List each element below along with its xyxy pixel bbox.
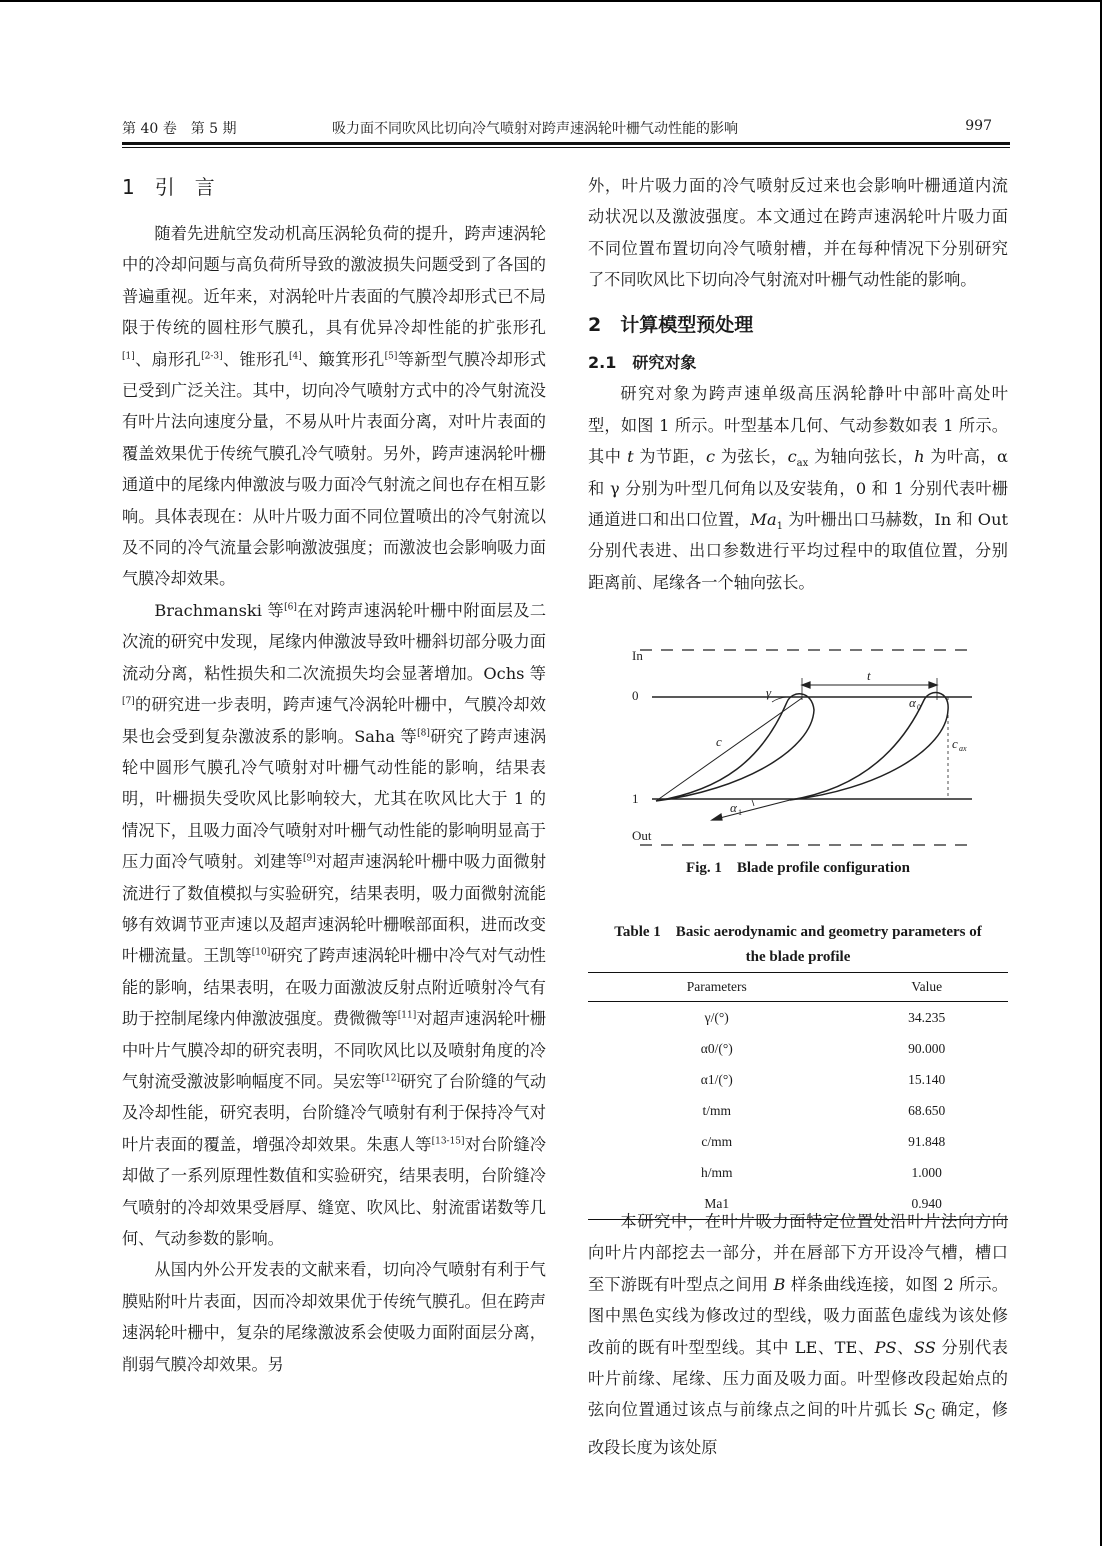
pitch-arrow-right	[929, 682, 937, 688]
right-column	[588, 170, 1008, 598]
outlet-flow-arrowhead	[712, 814, 722, 820]
section-2-1-paragraph: 研究对象为跨声速单级高压涡轮静叶中部叶高处叶型，如图 1 所示。叶型基本几何、气动参数如表 1 所示。其中 t 为节距，c 为弦长，$c_{ax}$ 为轴向弦长，h 为叶高，α 和 γ 分别为叶型几何角以及安装角，0 和 1 分别代表叶栅通道进口和出口位置，$Ma_1$ 为叶栅出口马赫数，In 和 Out 分别代表进、出口参数进行平均过程中的取值位置，分别距离前、尾缘各一个轴向弦长。	[588, 384, 1008, 592]
header-volume-issue: 第 40 卷 第 5 期	[122, 121, 237, 137]
label-cax-sub: ax	[959, 744, 967, 753]
section-1-number: 1	[122, 175, 135, 199]
table-row: α0/(°) 90.000	[700, 1040, 946, 1056]
pitch-arrow-left	[802, 682, 810, 688]
blade-1-profile	[656, 694, 814, 801]
running-header	[122, 118, 992, 142]
label-alpha0: α	[909, 695, 916, 710]
table-row: Ma1 0.940	[588, 1188, 1008, 1220]
figure-1-caption: Fig. 1 Blade profile configuration	[686, 860, 910, 876]
right-column-lower	[588, 1206, 1008, 1463]
left-column	[122, 166, 546, 1380]
header-article-title: 吸力面不同吹风比切向冷气喷射对跨声速涡轮叶栅气动性能的影响	[332, 121, 738, 137]
chord-line	[656, 698, 802, 801]
section-1-title: 引 言	[154, 175, 215, 199]
table-row: c/mm 91.848	[701, 1133, 946, 1149]
blade-profile-figure	[612, 640, 984, 850]
header-page-number: 997	[965, 118, 992, 134]
label-alpha1: α	[730, 800, 737, 815]
label-cax: c	[952, 736, 958, 751]
table-1-caption: Table 1 Basic aerodynamic and geometry parameters of the blade profile	[614, 924, 982, 965]
outlet-flow-arrow	[712, 800, 790, 820]
outlet-angle-arc	[752, 800, 754, 806]
subsection-2-1-heading: 2.1 研究对象	[588, 353, 697, 373]
intro-paragraph-3-continued: 外，叶片吸力面的冷气喷射反过来也会影响叶栅通道内流动状况以及激波强度。本文通过在跨声速涡轮叶片吸力面不同位置布置切向冷气喷射槽，并在每种情况下分别研究了不同吹风比下切向冷气射流对叶栅气动性能的影响。	[588, 176, 1008, 290]
table-row: h/mm 1.000	[700, 1164, 942, 1180]
label-alpha1-sub: 1	[738, 808, 742, 817]
table-header-value: Value	[845, 973, 1008, 1002]
label-out: Out	[632, 828, 652, 843]
page-top-border	[0, 0, 1102, 2]
label-alpha0-sub: 0	[917, 703, 921, 712]
section-2-1-paragraph-2: 本研究中，在叶片吸力面特定位置处沿叶片法向方向向叶片内部挖去一部分，并在唇部下方开设冷气槽，槽口至下游既有叶型点之间用 B 样条曲线连接，如图 2 所示。图中黑色实线为修改过的型线，吸力面蓝色虚线为该处修改前的既有叶型型线。其中 LE、TE、PS、SS 分别代表叶片前缘、尾缘、压力面及吸力面。叶型修改段起始点的弦向位置通过该点与前缘点之间的叶片弧长 $S_C$ 确定，修改段长度为该处原	[588, 1212, 1008, 1458]
table-row: t/mm 68.650	[702, 1102, 946, 1118]
label-c: c	[716, 734, 722, 749]
section-2-heading: 2 计算模型预处理	[588, 313, 754, 336]
section-1-heading	[122, 166, 546, 208]
intro-paragraph-3: 从国内外公开发表的文献来看，切向冷气喷射有利于气膜贴附叶片表面，因而冷却效果优于传统气膜孔。但在跨声速涡轮叶栅中，复杂的尾缘激波系会使吸力面附面层分离，削弱气膜冷却效果。另	[122, 1260, 546, 1374]
label-0: 0	[632, 688, 639, 703]
parameters-table	[588, 972, 1008, 1220]
intro-paragraph-2: Brachmanski 等[6]在对跨声速涡轮叶栅中附面层及二次流的研究中发现，尾缘内伸激波导致叶栅斜切部分吸力面流动分离，粘性损失和二次流损失均会显著增加。Ochs 等[7]的研究进一步表明，跨声速气冷涡轮叶栅中，气膜冷却效果也会受到复杂激波系的影响。Saha 等[8]研究了跨声速涡轮中圆形气膜孔冷气喷射对叶栅气动性能的影响，结果表明，叶栅损失受吹风比影响较大，尤其在吹风比大于 1 的情况下，且吸力面冷气喷射对叶栅气动性能的影响明显高于压力面冷气喷射。刘建等[9]对超声速涡轮叶栅中吸力面微射流进行了数值模拟与实验研究，结果表明，吸力面微射流能够有效调节亚声速以及超声速涡轮叶栅喉部面积，进而改变叶栅流量。王凯等[10]研究了跨声速涡轮叶栅中冷气对气动性能的影响，结果表明，在吸力面激波反射点附近喷射冷气有助于控制尾缘内伸激波强度。费微微等[11]对超声速涡轮叶栅中叶片气膜冷却的研究表明，不同吹风比以及喷射角度的冷气射流受激波影响幅度不同。吴宏等[12]研究了台阶缝的气动及冷却性能，研究表明，台阶缝冷气喷射有利于保持冷气对叶片表面的覆盖，增强冷却效果。朱惠人等[13-15]对台阶缝冷却做了一系列原理性数值和实验研究，结果表明，台阶缝冷气喷射的冷却效果受唇厚、缝宽、吹风比、射流雷诺数等几何、气动参数的影响。	[122, 600, 547, 1248]
label-1: 1	[632, 791, 639, 806]
table-row: α1/(°) 15.140	[700, 1071, 946, 1087]
label-gamma: γ	[766, 685, 772, 700]
table-header-parameters: Parameters	[588, 973, 845, 1002]
label-in: In	[632, 648, 643, 663]
label-t: t	[867, 668, 871, 683]
table-row: γ/(°) 34.235	[704, 1009, 946, 1025]
header-rule-thin	[122, 147, 1010, 148]
header-rule-thick	[122, 142, 1010, 145]
intro-paragraph-1: 随着先进航空发动机高压涡轮负荷的提升，跨声速涡轮中的冷却问题与高负荷所导致的激波损失问题受到了各国的普遍重视。近年来，对涡轮叶片表面的气膜冷却形式已不局限于传统的圆柱形气膜孔，具有优异冷却性能的扩张形孔[1]、扇形孔[2-3]、锥形孔[4]、簸箕形孔[5]等新型气膜冷却形式已受到广泛关注。其中，切向冷气喷射方式中的冷气射流没有叶片法向速度分量，不易从叶片表面分离，对叶片表面的覆盖效果优于传统气膜孔冷气喷射。另外，跨声速涡轮叶栅通道中的尾缘内伸激波与吸力面冷气射流之间也存在相互影响。具体表现在：从叶片吸力面不同位置喷出的冷气射流以及不同的冷气流量会影响激波强度；而激波也会影响吸力面气膜冷却效果。	[122, 224, 547, 589]
